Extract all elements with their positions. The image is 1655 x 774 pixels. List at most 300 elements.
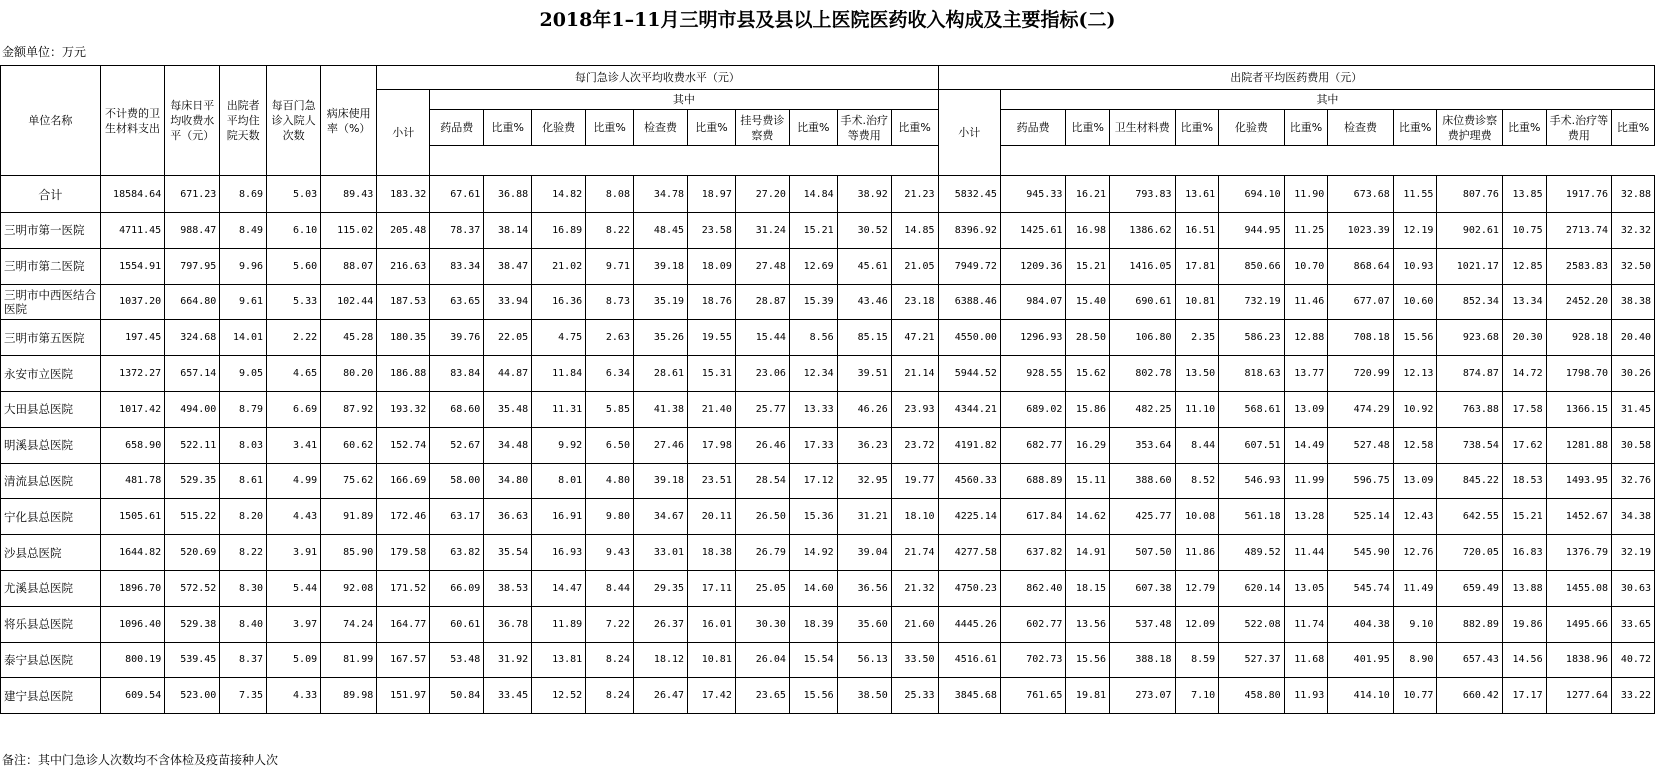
- table-cell: 23.65: [735, 678, 789, 714]
- table-cell: 8.59: [1175, 642, 1219, 678]
- table-cell: 18.09: [688, 248, 736, 284]
- table-cell: 3.91: [267, 535, 321, 571]
- table-cell: 14.01: [220, 320, 267, 356]
- total-row: [1, 176, 1655, 213]
- table-cell: 25.33: [891, 678, 938, 714]
- table-cell: 539.45: [165, 642, 220, 678]
- table-cell: 602.77: [1000, 606, 1065, 642]
- table-cell: 23.72: [891, 427, 938, 463]
- footnote: 备注：其中门急诊人次数均不含体检及疫苗接种人次: [2, 753, 279, 767]
- table-cell: 18.39: [789, 606, 837, 642]
- header-ip-lab: 化验费: [1219, 110, 1284, 146]
- table-cell: 16.89: [532, 213, 586, 249]
- table-cell: 4225.14: [938, 499, 1000, 535]
- table-cell: 26.46: [735, 427, 789, 463]
- table-cell: 18.53: [1502, 463, 1546, 499]
- table-cell: 1366.15: [1546, 391, 1611, 427]
- table-cell: 5832.45: [938, 176, 1000, 213]
- table-cell: 50.84: [430, 678, 484, 714]
- table-cell: 29.35: [633, 570, 687, 606]
- row-unit-name: 建宁县总医院: [1, 678, 101, 714]
- table-cell: 8.61: [220, 463, 267, 499]
- table-cell: 12.09: [1175, 606, 1219, 642]
- table-cell: 12.76: [1393, 535, 1437, 571]
- table-cell: 83.84: [430, 356, 484, 392]
- table-cell: 1296.93: [1000, 320, 1065, 356]
- table-cell: 689.02: [1000, 391, 1065, 427]
- table-cell: 7949.72: [938, 248, 1000, 284]
- table-cell: 85.15: [837, 320, 891, 356]
- table-row: [1, 678, 1655, 714]
- table-cell: 1277.64: [1546, 678, 1611, 714]
- table-cell: 13.34: [1502, 284, 1546, 320]
- table-cell: 39.04: [837, 535, 891, 571]
- table-cell: 561.18: [1219, 499, 1284, 535]
- table-cell: 14.91: [1066, 535, 1110, 571]
- table-cell: 60.62: [321, 427, 377, 463]
- table-cell: 27.20: [735, 176, 789, 213]
- table-cell: 9.10: [1393, 606, 1437, 642]
- table-cell: 1017.42: [100, 391, 164, 427]
- table-cell: 868.64: [1328, 248, 1393, 284]
- table-cell: 845.22: [1437, 463, 1502, 499]
- table-cell: 5.33: [267, 284, 321, 320]
- table-cell: 732.19: [1219, 284, 1284, 320]
- table-cell: 11.99: [1284, 463, 1328, 499]
- table-cell: 515.22: [165, 499, 220, 535]
- table-cell: 18.12: [633, 642, 687, 678]
- table-cell: 852.34: [1437, 284, 1502, 320]
- table-cell: 15.21: [1502, 499, 1546, 535]
- table-cell: 26.47: [633, 678, 687, 714]
- table-cell: 11.31: [532, 391, 586, 427]
- table-cell: 15.44: [735, 320, 789, 356]
- table-cell: 482.25: [1110, 391, 1175, 427]
- table-cell: 83.34: [430, 248, 484, 284]
- table-cell: 13.50: [1175, 356, 1219, 392]
- table-cell: 8.52: [1175, 463, 1219, 499]
- table-cell: 1896.70: [100, 570, 164, 606]
- table-cell: 11.74: [1284, 606, 1328, 642]
- table-cell: 21.40: [688, 391, 736, 427]
- table-cell: 1505.61: [100, 499, 164, 535]
- header-per100-visits: 每百门急诊入院人次数: [267, 66, 321, 176]
- table-cell: 34.78: [633, 176, 687, 213]
- table-cell: 39.76: [430, 320, 484, 356]
- table-cell: 74.24: [321, 606, 377, 642]
- table-cell: 13.33: [789, 391, 837, 427]
- table-cell: 25.77: [735, 391, 789, 427]
- table-cell: 388.18: [1110, 642, 1175, 678]
- table-cell: 984.07: [1000, 284, 1065, 320]
- table-cell: 6.50: [586, 427, 634, 463]
- table-cell: 793.83: [1110, 176, 1175, 213]
- table-cell: 41.38: [633, 391, 687, 427]
- table-cell: 63.82: [430, 535, 484, 571]
- table-cell: 22.05: [484, 320, 532, 356]
- table-cell: 33.50: [891, 642, 938, 678]
- table-cell: 523.00: [165, 678, 220, 714]
- row-unit-name: 明溪县总医院: [1, 427, 101, 463]
- table-cell: 664.80: [165, 284, 220, 320]
- table-cell: 8.69: [220, 176, 267, 213]
- table-cell: 8.90: [1393, 642, 1437, 678]
- table-cell: 677.07: [1328, 284, 1393, 320]
- table-cell: 46.26: [837, 391, 891, 427]
- row-unit-name: 泰宁县总医院: [1, 642, 101, 678]
- table-cell: 16.21: [1066, 176, 1110, 213]
- table-cell: 6388.46: [938, 284, 1000, 320]
- table-cell: 36.23: [837, 427, 891, 463]
- table-cell: 14.72: [1502, 356, 1546, 392]
- table-cell: 688.89: [1000, 463, 1065, 499]
- table-cell: 26.50: [735, 499, 789, 535]
- header-inpatient-group: 出院者平均医药费用（元）: [938, 66, 1654, 90]
- table-cell: 38.38: [1612, 284, 1655, 320]
- table-cell: 988.47: [165, 213, 220, 249]
- table-cell: 1644.82: [100, 535, 164, 571]
- table-cell: 5.60: [267, 248, 321, 284]
- table-cell: 1493.95: [1546, 463, 1611, 499]
- table-cell: 78.37: [430, 213, 484, 249]
- table-cell: 17.17: [1502, 678, 1546, 714]
- table-cell: 660.42: [1437, 678, 1502, 714]
- table-cell: 13.05: [1284, 570, 1328, 606]
- row-unit-name: 沙县总医院: [1, 535, 101, 571]
- table-cell: 35.26: [633, 320, 687, 356]
- table-cell: 11.25: [1284, 213, 1328, 249]
- table-cell: 529.38: [165, 606, 220, 642]
- table-cell: 527.37: [1219, 642, 1284, 678]
- table-cell: 13.85: [1502, 176, 1546, 213]
- table-cell: 8.79: [220, 391, 267, 427]
- table-cell: 45.28: [321, 320, 377, 356]
- table-cell: 17.33: [789, 427, 837, 463]
- table-cell: 596.75: [1328, 463, 1393, 499]
- table-cell: 9.61: [220, 284, 267, 320]
- header-ip-exam-ratio: 比重%: [1393, 110, 1437, 146]
- table-cell: 32.19: [1612, 535, 1655, 571]
- table-cell: 26.37: [633, 606, 687, 642]
- table-cell: 5.09: [267, 642, 321, 678]
- table-cell: 945.33: [1000, 176, 1065, 213]
- data-table: [0, 65, 1655, 714]
- table-cell: 34.67: [633, 499, 687, 535]
- table-cell: 763.88: [1437, 391, 1502, 427]
- table-cell: 545.74: [1328, 570, 1393, 606]
- table-cell: 193.32: [377, 391, 430, 427]
- table-cell: 4277.58: [938, 535, 1000, 571]
- table-cell: 102.44: [321, 284, 377, 320]
- table-cell: 572.52: [165, 570, 220, 606]
- table-cell: 4.99: [267, 463, 321, 499]
- table-cell: 8.01: [532, 463, 586, 499]
- table-cell: 720.99: [1328, 356, 1393, 392]
- table-cell: 11.90: [1284, 176, 1328, 213]
- table-cell: 16.29: [1066, 427, 1110, 463]
- table-cell: 657.14: [165, 356, 220, 392]
- table-cell: 30.26: [1612, 356, 1655, 392]
- table-cell: 10.08: [1175, 499, 1219, 535]
- header-op-drug: 药品费: [430, 110, 484, 146]
- table-cell: 928.55: [1000, 356, 1065, 392]
- table-cell: 17.42: [688, 678, 736, 714]
- table-cell: 568.61: [1219, 391, 1284, 427]
- header-op-exam-ratio: 比重%: [688, 110, 736, 146]
- table-cell: 28.61: [633, 356, 687, 392]
- table-cell: 151.97: [377, 678, 430, 714]
- table-cell: 167.57: [377, 642, 430, 678]
- header-ip-lab-ratio: 比重%: [1284, 110, 1328, 146]
- table-cell: 33.94: [484, 284, 532, 320]
- table-cell: 414.10: [1328, 678, 1393, 714]
- table-row: [1, 391, 1655, 427]
- table-cell: 44.87: [484, 356, 532, 392]
- header-outpatient-group: 每门急诊人次平均收费水平（元）: [377, 66, 938, 90]
- table-cell: 545.90: [1328, 535, 1393, 571]
- table-cell: 164.77: [377, 606, 430, 642]
- header-op-exam: 检查费: [633, 110, 687, 146]
- table-cell: 4750.23: [938, 570, 1000, 606]
- table-cell: 88.07: [321, 248, 377, 284]
- table-cell: 5.03: [267, 176, 321, 213]
- table-cell: 53.48: [430, 642, 484, 678]
- table-cell: 63.17: [430, 499, 484, 535]
- table-cell: 522.08: [1219, 606, 1284, 642]
- table-cell: 152.74: [377, 427, 430, 463]
- table-cell: 17.11: [688, 570, 736, 606]
- table-cell: 324.68: [165, 320, 220, 356]
- table-cell: 17.98: [688, 427, 736, 463]
- table-cell: 9.92: [532, 427, 586, 463]
- table-cell: 32.50: [1612, 248, 1655, 284]
- table-cell: 401.95: [1328, 642, 1393, 678]
- table-cell: 80.20: [321, 356, 377, 392]
- table-cell: 216.63: [377, 248, 430, 284]
- table-cell: 68.60: [430, 391, 484, 427]
- table-cell: 4.43: [267, 499, 321, 535]
- table-cell: 11.49: [1393, 570, 1437, 606]
- table-cell: 32.32: [1612, 213, 1655, 249]
- table-cell: 12.88: [1284, 320, 1328, 356]
- table-cell: 34.38: [1612, 499, 1655, 535]
- table-cell: 10.75: [1502, 213, 1546, 249]
- table-row: [1, 284, 1655, 320]
- table-cell: 32.88: [1612, 176, 1655, 213]
- row-unit-name: 三明市第五医院: [1, 320, 101, 356]
- table-cell: 33.22: [1612, 678, 1655, 714]
- table-cell: 4516.61: [938, 642, 1000, 678]
- table-cell: 690.61: [1110, 284, 1175, 320]
- table-cell: 1798.70: [1546, 356, 1611, 392]
- header-bed-usage: 病床使用率（%）: [321, 66, 377, 176]
- table-cell: 43.46: [837, 284, 891, 320]
- table-cell: 75.62: [321, 463, 377, 499]
- table-cell: 23.18: [891, 284, 938, 320]
- table-cell: 187.53: [377, 284, 430, 320]
- table-cell: 11.46: [1284, 284, 1328, 320]
- table-cell: 180.35: [377, 320, 430, 356]
- table-cell: 1416.05: [1110, 248, 1175, 284]
- table-cell: 673.68: [1328, 176, 1393, 213]
- table-cell: 8.22: [586, 213, 634, 249]
- table-body: [1, 176, 1655, 714]
- table-cell: 474.29: [1328, 391, 1393, 427]
- table-cell: 171.52: [377, 570, 430, 606]
- table-cell: 87.92: [321, 391, 377, 427]
- table-cell: 85.90: [321, 535, 377, 571]
- table-cell: 38.14: [484, 213, 532, 249]
- table-cell: 33.01: [633, 535, 687, 571]
- table-cell: 1917.76: [1546, 176, 1611, 213]
- table-cell: 34.48: [484, 427, 532, 463]
- table-row: [1, 606, 1655, 642]
- table-cell: 13.28: [1284, 499, 1328, 535]
- table-cell: 16.01: [688, 606, 736, 642]
- table-cell: 1209.36: [1000, 248, 1065, 284]
- table-cell: 353.64: [1110, 427, 1175, 463]
- table-cell: 12.19: [1393, 213, 1437, 249]
- table-cell: 9.96: [220, 248, 267, 284]
- table-cell: 659.49: [1437, 570, 1502, 606]
- table-cell: 9.80: [586, 499, 634, 535]
- table-cell: 19.86: [1502, 606, 1546, 642]
- header-op-registration-ratio: 比重%: [789, 110, 837, 146]
- table-cell: 507.50: [1110, 535, 1175, 571]
- table-cell: 205.48: [377, 213, 430, 249]
- row-unit-name: 三明市第二医院: [1, 248, 101, 284]
- table-cell: 671.23: [165, 176, 220, 213]
- table-cell: 7.35: [220, 678, 267, 714]
- table-cell: 14.56: [1502, 642, 1546, 678]
- table-cell: 18.38: [688, 535, 736, 571]
- table-cell: 28.87: [735, 284, 789, 320]
- table-cell: 273.07: [1110, 678, 1175, 714]
- table-cell: 10.81: [1175, 284, 1219, 320]
- table-cell: 20.11: [688, 499, 736, 535]
- table-cell: 4560.33: [938, 463, 1000, 499]
- table-cell: 1452.67: [1546, 499, 1611, 535]
- header-non-charge-material: 不计费的卫生材料支出: [100, 66, 164, 176]
- page-title: 2018年1–11月三明市县及县以上医院医药收入构成及主要指标(二): [539, 9, 1116, 31]
- table-cell: 38.92: [837, 176, 891, 213]
- table-cell: 388.60: [1110, 463, 1175, 499]
- table-cell: 31.45: [1612, 391, 1655, 427]
- table-cell: 33.45: [484, 678, 532, 714]
- table-cell: 15.11: [1066, 463, 1110, 499]
- table-cell: 35.19: [633, 284, 687, 320]
- table-cell: 1455.08: [1546, 570, 1611, 606]
- table-cell: 2583.83: [1546, 248, 1611, 284]
- table-cell: 11.93: [1284, 678, 1328, 714]
- table-cell: 720.05: [1437, 535, 1502, 571]
- table-cell: 12.85: [1502, 248, 1546, 284]
- header-op-lab: 化验费: [532, 110, 586, 146]
- table-cell: 12.34: [789, 356, 837, 392]
- table-cell: 15.39: [789, 284, 837, 320]
- table-cell: 19.81: [1066, 678, 1110, 714]
- table-cell: 8.24: [586, 678, 634, 714]
- table-cell: 45.61: [837, 248, 891, 284]
- table-cell: 9.71: [586, 248, 634, 284]
- table-cell: 8.37: [220, 642, 267, 678]
- table-cell: 26.79: [735, 535, 789, 571]
- table-cell: 25.05: [735, 570, 789, 606]
- table-cell: 1838.96: [1546, 642, 1611, 678]
- table-cell: 18.10: [891, 499, 938, 535]
- table-cell: 818.63: [1219, 356, 1284, 392]
- table-cell: 19.55: [688, 320, 736, 356]
- table-cell: 642.55: [1437, 499, 1502, 535]
- table-row: [1, 248, 1655, 284]
- table-cell: 8.44: [586, 570, 634, 606]
- table-cell: 16.51: [1175, 213, 1219, 249]
- table-cell: 8.73: [586, 284, 634, 320]
- header-ip-exam: 检查费: [1328, 110, 1393, 146]
- table-cell: 13.56: [1066, 606, 1110, 642]
- table-cell: 56.13: [837, 642, 891, 678]
- table-cell: 18.15: [1066, 570, 1110, 606]
- table-cell: 862.40: [1000, 570, 1065, 606]
- header-ip-bed-fee: 床位费诊察费护理费: [1437, 110, 1502, 146]
- row-unit-name: 清流县总医院: [1, 463, 101, 499]
- header-op-registration: 挂号费诊察费: [735, 110, 789, 146]
- table-cell: 39.18: [633, 248, 687, 284]
- table-cell: 1021.17: [1437, 248, 1502, 284]
- table-cell: 14.92: [789, 535, 837, 571]
- table-cell: 494.00: [165, 391, 220, 427]
- table-cell: 12.43: [1393, 499, 1437, 535]
- header-ip-bed-fee-ratio: 比重%: [1502, 110, 1546, 146]
- table-row: [1, 499, 1655, 535]
- table-cell: 7.22: [586, 606, 634, 642]
- table-cell: 4191.82: [938, 427, 1000, 463]
- table-cell: 15.21: [1066, 248, 1110, 284]
- header-bed-day-charge: 每床日平均收费水平（元）: [165, 66, 220, 176]
- table-cell: 15.54: [789, 642, 837, 678]
- table-cell: 10.70: [1284, 248, 1328, 284]
- table-cell: 15.31: [688, 356, 736, 392]
- table-cell: 3.41: [267, 427, 321, 463]
- table-cell: 58.00: [430, 463, 484, 499]
- table-cell: 172.46: [377, 499, 430, 535]
- table-cell: 38.47: [484, 248, 532, 284]
- table-cell: 13.88: [1502, 570, 1546, 606]
- table-cell: 8.22: [220, 535, 267, 571]
- table-cell: 7.10: [1175, 678, 1219, 714]
- table-cell: 15.56: [1066, 642, 1110, 678]
- table-cell: 607.38: [1110, 570, 1175, 606]
- table-cell: 4.33: [267, 678, 321, 714]
- table-cell: 89.43: [321, 176, 377, 213]
- table-cell: 8.44: [1175, 427, 1219, 463]
- header-op-surgery-ratio: 比重%: [891, 110, 938, 146]
- table-cell: 520.69: [165, 535, 220, 571]
- table-cell: 166.69: [377, 463, 430, 499]
- header-ip-drug-ratio: 比重%: [1066, 110, 1110, 146]
- table-cell: 850.66: [1219, 248, 1284, 284]
- table-cell: 26.04: [735, 642, 789, 678]
- table-cell: 27.46: [633, 427, 687, 463]
- header-ip-material: 卫生材料费: [1110, 110, 1175, 146]
- table-cell: 14.84: [789, 176, 837, 213]
- table-cell: 13.81: [532, 642, 586, 678]
- table-cell: 12.52: [532, 678, 586, 714]
- table-cell: 874.87: [1437, 356, 1502, 392]
- table-cell: 458.80: [1219, 678, 1284, 714]
- table-cell: 18.76: [688, 284, 736, 320]
- table-cell: 19.77: [891, 463, 938, 499]
